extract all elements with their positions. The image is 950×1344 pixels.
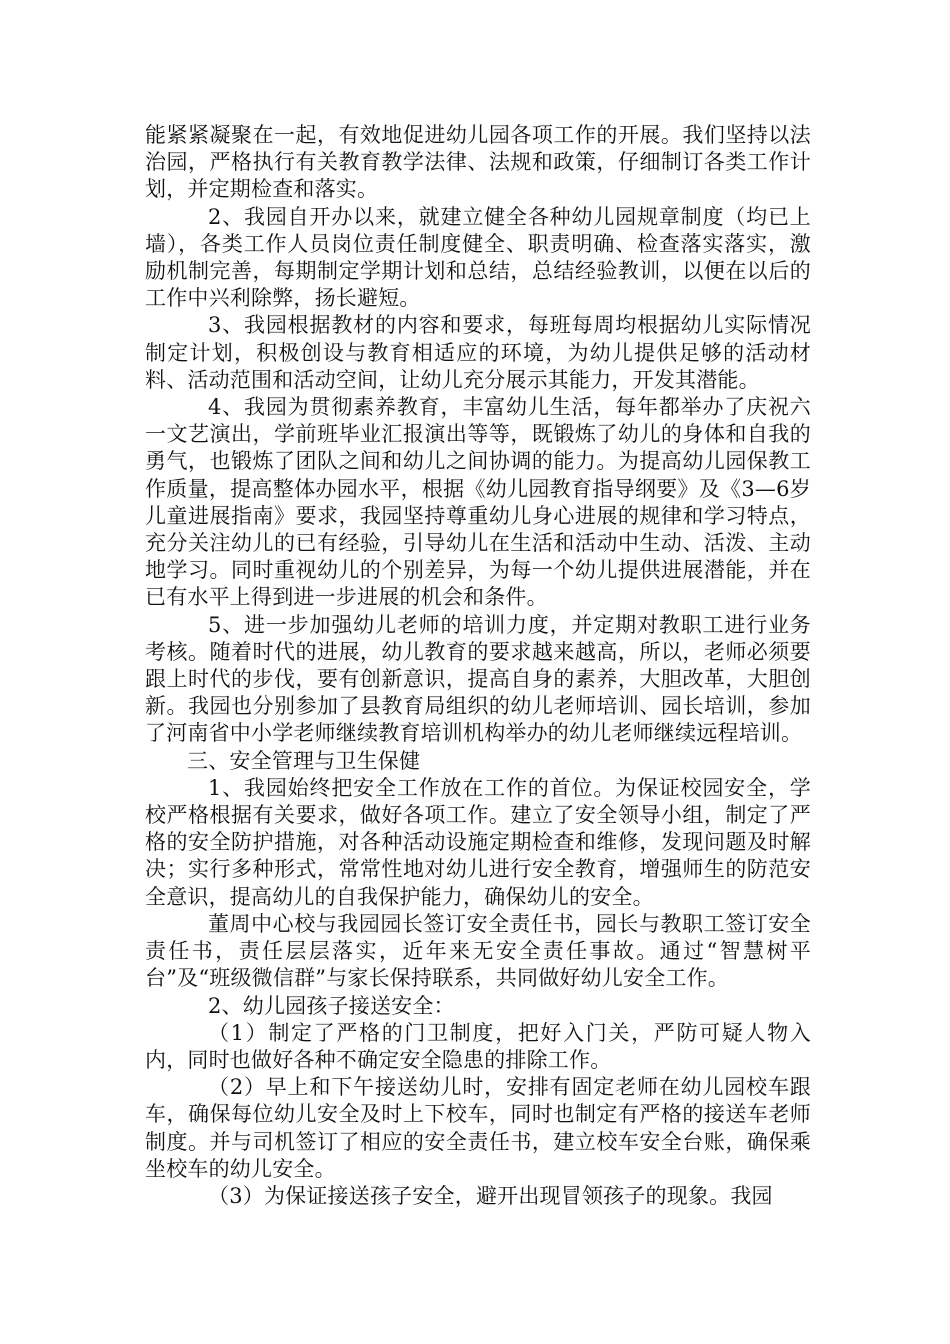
paragraph-safety-2-item-1: （1）制定了严格的门卫制度，把好入门关，严防可疑人物入内，同时也做好各种不确定安全隐患的排除工作。 [145,1020,811,1072]
paragraph-item-3: 3、我园根据教材的内容和要求，每班每周均根据幼儿实际情况制定计划，积极创设与教育相适应的环境，为幼儿提供足够的活动材料、活动范围和活动空间，让幼儿充分展示其能力，开发其潜能。 [145,313,811,392]
paragraph-safety-2-item-2: （2）早上和下午接送幼儿时，安排有固定老师在幼儿园校车跟车，确保每位幼儿安全及时上下校车，同时也制定有严格的接送车老师制度。并与司机签订了相应的安全责任书，建立校车安全台账，确保乘坐校车的幼儿安全。 [145,1075,811,1181]
paragraph-item-5: 5、进一步加强幼儿老师的培训力度，并定期对教职工进行业务考核。随着时代的进展，幼儿教育的要求越来越高，所以，老师必须要跟上时代的步伐，要有创新意识，提高自身的素养，大胆改革，大胆创新。我园也分别参加了县教育局组织的幼儿老师培训、园长培训，参加了河南省中小学老师继续教育培训机构举办的幼儿老师继续远程培训。 [145,612,811,746]
paragraph-continuation: 能紧紧凝聚在一起，有效地促进幼儿园各项工作的开展。我们坚持以法治园，严格执行有关教育教学法律、法规和政策，仔细制订各类工作计划，并定期检查和落实。 [145,123,811,202]
paragraph-safety-responsibility: 董周中心校与我园园长签订安全责任书，园长与教职工签订安全责任书，责任层层落实，近年来无安全责任事故。通过“智慧树平台”及“班级微信群”与家长保持联系，共同做好幼儿安全工作。 [145,911,811,991]
paragraph-safety-1: 1、我园始终把安全工作放在工作的首位。为保证校园安全，学校严格根据有关要求，做好各项工作。建立了安全领导小组，制定了严格的安全防护措施，对各种活动设施定期检查和维修，发现问题及时解决；实行多种形式，常常性地对幼儿进行安全教育，增强师生的防范安全意识，提高幼儿的自我保护能力，确保幼儿的安全。 [145,775,811,909]
paragraph-item-4: 4、我园为贯彻素养教育，丰富幼儿生活，每年都举办了庆祝六一文艺演出，学前班毕业汇报演出等等，既锻炼了幼儿的身体和自我的勇气，也锻炼了团队之间和幼儿之间协调的能力。为提高幼儿园保教工作质量，提高整体办园水平，根据《幼儿园教育指导纲要》及《3—6岁儿童进展指南》要求，我园坚持尊重幼儿身心进展的规律和学习特点，充分关注幼儿的已有经验，引导幼儿在生活和活动中生动、活泼、主动地学习。同时重视幼儿的个别差异，为每一个幼儿提供进展潜能，并在已有水平上得到进一步进展的机会和条件。 [145,395,811,610]
section-heading-safety: 三、安全管理与卫生保健 [187,748,421,773]
paragraph-safety-2-item-3: （3）为保证接送孩子安全，避开出现冒领孩子的现象。我园 [208,1183,773,1208]
paragraph-item-2: 2、我园自开办以来，就建立健全各种幼儿园规章制度（均已上墙），各类工作人员岗位责任制度健全、职责明确、检查落实落实，激励机制完善，每期制定学期计划和总结，总结经验教训，以便在以后的工作中兴利除弊，扬长避短。 [145,204,811,311]
paragraph-safety-2-title: 2、幼儿园孩子接送安全： [208,993,455,1018]
document-body [145,122,811,1210]
